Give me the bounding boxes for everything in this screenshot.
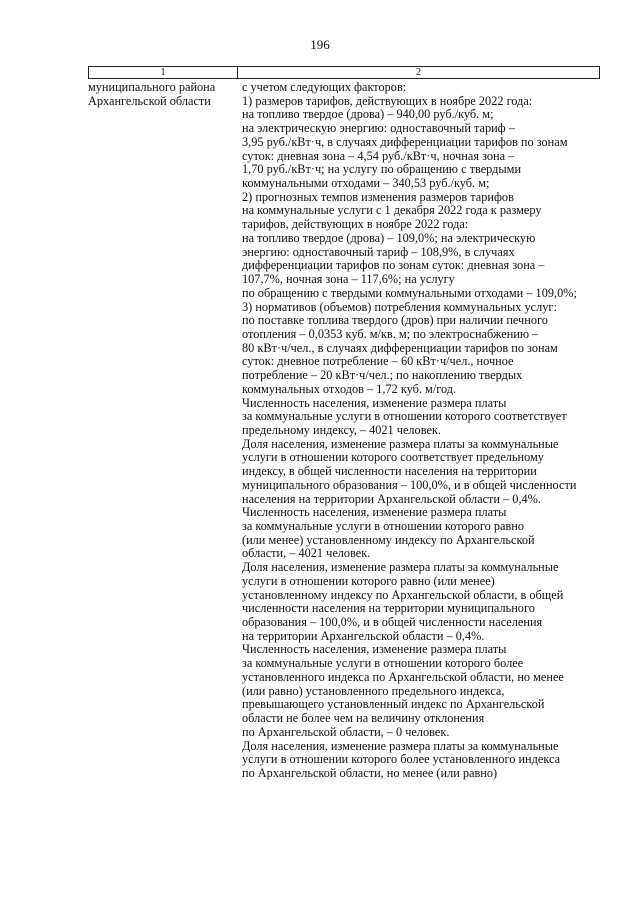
table-header-row <box>88 66 600 79</box>
description-text-line: образования – 100,0%, и в общей численности населения <box>242 615 543 630</box>
description-text-line: муниципального образования – 100,0%, и в общей численности <box>242 477 577 492</box>
description-text-line: по Архангельской области, но менее (или равно) <box>242 765 498 780</box>
description-text-line: на топливо твердое (дрова) – 109,0%; на электрическую <box>242 230 536 245</box>
description-text-line: 3) нормативов (объемов) потребления коммунальных услуг: <box>242 299 557 314</box>
document-table <box>88 66 600 781</box>
description-text-line: области не более чем на величину отклонения <box>242 711 485 726</box>
description-text-line: 2) прогнозных темпов изменения размеров тарифов <box>242 189 514 204</box>
description-text-line: Численность населения, изменение размера платы <box>242 505 507 520</box>
description-text-line: на коммунальные услуги с 1 декабря 2022 года к размеру <box>242 203 542 218</box>
description-text-line: (или равно) установленного предельного индекса, <box>242 683 505 698</box>
description-text-line: по Архангельской области, – 0 человек. <box>242 724 450 739</box>
description-text-line: 3,95 руб./кВт·ч, в случаях дифференциации тарифов по зонам <box>242 134 568 149</box>
description-text-line: населения на территории Архангельской области – 0,4%. <box>242 491 541 506</box>
description-text-line: Доля населения, изменение размера платы за коммунальные <box>242 436 559 451</box>
description-text-line: на электрическую энергию: одноставочный тариф – <box>242 121 515 136</box>
description-text-line: установленному индексу по Архангельской области, в общей <box>242 587 564 602</box>
description-text-line: численности населения на территории муниципального <box>242 601 535 616</box>
description-text-line: установленного индекса по Архангельской области, но менее <box>242 669 564 684</box>
table-body-row <box>88 81 600 781</box>
description-text-line: на топливо твердое (дрова) – 940,00 руб./куб. м; <box>242 107 494 122</box>
description-text-line: отопления – 0,0353 куб. м/кв. м; по электроснабжению – <box>242 326 539 341</box>
description-text-line: 107,7%, ночная зона – 117,6%; на услугу <box>242 272 455 287</box>
description-text-line: 1) размеров тарифов, действующих в ноябре 2022 года: <box>242 93 533 108</box>
description-text-line: на территории Архангельской области – 0,4%. <box>242 628 485 643</box>
description-text-line: области, – 4021 человек. <box>242 546 371 561</box>
description-text-line: Доля населения, изменение размера платы за коммунальные <box>242 560 559 575</box>
description-text-line: по обращению с твердыми коммунальными отходами – 109,0%; <box>242 285 577 300</box>
table-header-col-2: 2 <box>416 67 421 78</box>
description-text-line: Численность населения, изменение размера платы <box>242 395 507 410</box>
region-text-line: муниципального района <box>88 80 216 94</box>
description-text-line: за коммунальные услуги в отношении которого более <box>242 656 524 671</box>
description-text-line: Доля населения, изменение размера платы за коммунальные <box>242 738 559 753</box>
description-text-line: коммунальными отходами – 340,53 руб./куб. м; <box>242 176 490 191</box>
region-text-line: Архангельской области <box>88 93 211 108</box>
description-text-line: предельному индексу, – 4021 человек. <box>242 422 441 437</box>
description-text-line: индексу, в общей численности населения на территории <box>242 464 537 479</box>
description-text-line: дифференциации тарифов по зонам суток: дневная зона – <box>242 258 545 273</box>
description-text-line: потребление – 20 кВт·ч/чел.; по накоплению твердых <box>242 368 523 383</box>
description-text-line: услуги в отношении которого равно (или менее) <box>242 573 495 588</box>
description-text-line: превышающего установленный индекс по Архангельской <box>242 697 545 712</box>
table-cell-region <box>88 81 242 781</box>
description-text-line: за коммунальные услуги в отношении которого равно <box>242 519 525 533</box>
description-text-line: услуги в отношении которого соответствует предельному <box>242 450 544 465</box>
table-header-col-1: 1 <box>89 67 238 78</box>
description-text-line: за коммунальные услуги в отношении которого соответствует <box>242 409 567 424</box>
description-text-line: (или менее) установленному индексу по Архангельской <box>242 532 535 547</box>
description-text-line: тарифов, действующих в ноябре 2022 года: <box>242 217 469 232</box>
description-text-line: суток: дневное потребление – 60 кВт·ч/чел., ночное <box>242 354 514 369</box>
description-text-line: по поставке топлива твердого (дров) при наличии печного <box>242 313 548 328</box>
description-text-line: с учетом следующих факторов: <box>242 80 407 94</box>
table-cell-description <box>242 81 600 781</box>
description-text-line: 1,70 руб./кВт·ч; на услугу по обращению с твердыми <box>242 162 522 177</box>
description-text-line: суток: дневная зона – 4,54 руб./кВт·ч, ночная зона – <box>242 148 515 163</box>
description-text-line: энергию: одноставочный тариф – 108,9%, в случаях <box>242 244 515 259</box>
page-number: 196 <box>310 37 330 52</box>
description-text-line: услуги в отношении которого более установленного индекса <box>242 752 561 767</box>
description-text-line: коммунальных отходов – 1,72 куб. м/год. <box>242 381 457 396</box>
description-text-line: Численность населения, изменение размера платы <box>242 642 507 657</box>
description-text-line: 80 кВт·ч/чел., в случаях дифференциации тарифов по зонам <box>242 340 558 355</box>
